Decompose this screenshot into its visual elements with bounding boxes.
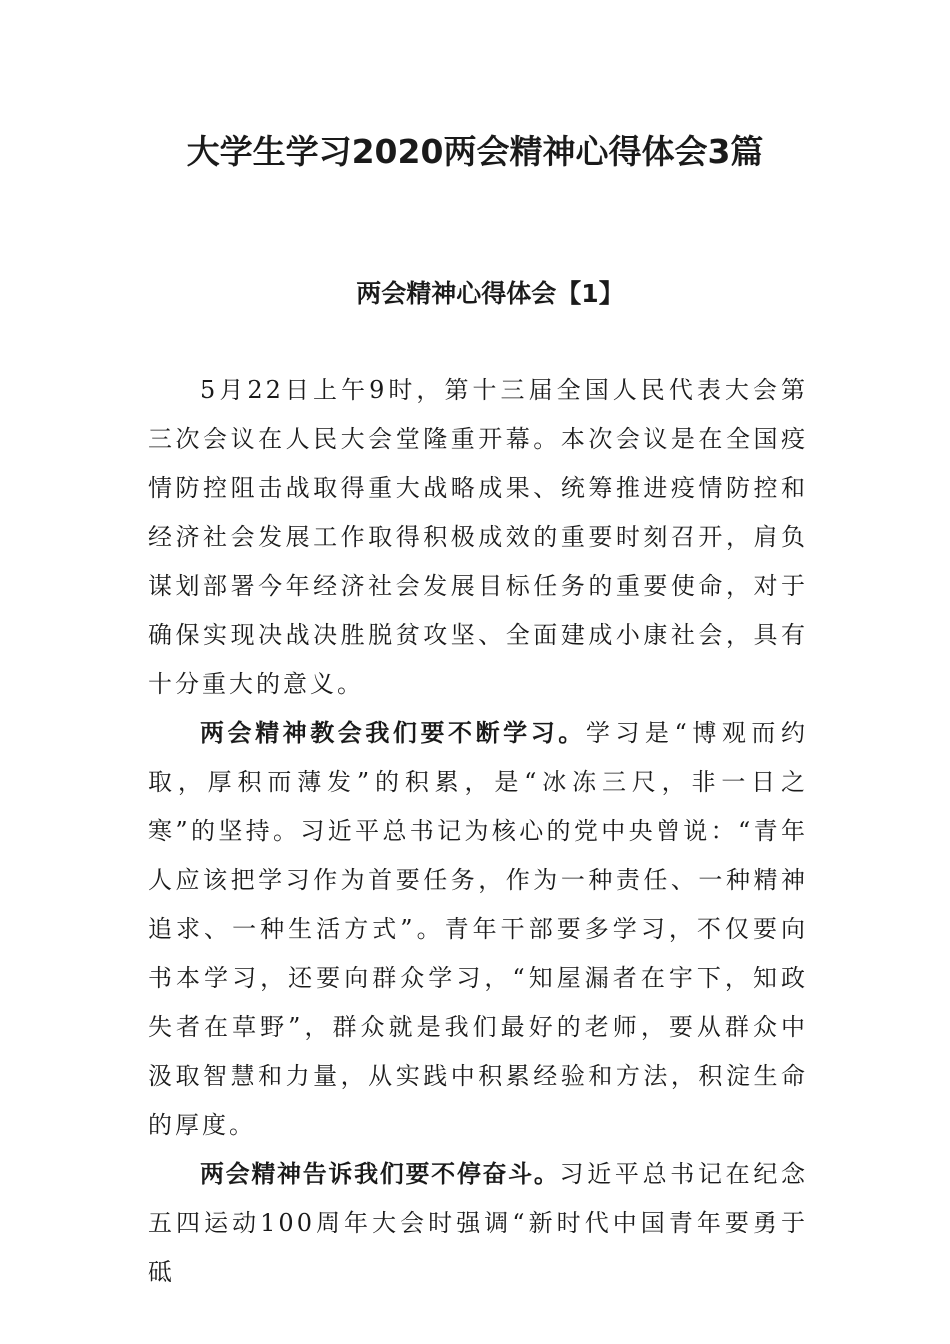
paragraph-text: 学习是“博观而约取，厚积而薄发”的积累，是“冰冻三尺，非一日之寒”的坚持。习近平总书记为核心的党中央曾说：“青年人应该把学习作为首要任务，作为一种责任、一种精神追求、一种生活方式”。青年干部要多学习，不仅要向书本学习，还要向群众学习，“知屋漏者在宇下，知政失者在草野”，群众就是我们最好的老师，要从群众中汲取智慧和力量，从实践中积累经验和方法，积淀生命的厚度。 [148,719,808,1139]
paragraph-3 [148,1150,808,1297]
paragraph-lead: 两会精神教会我们要不断学习。 [200,719,586,747]
document-body [148,366,808,1297]
paragraph-1 [148,366,808,709]
paragraph-text: 习近平总书记在纪念五四运动100周年大会时强调“新时代中国青年要勇于砥 [148,1160,809,1286]
paragraph-text: 5月22日上午9时，第十三届全国人民代表大会第三次会议在人民大会堂隆重开幕。本次会议是在全国疫情防控阻击战取得重大战略成果、统筹推进疫情防控和经济社会发展工作取得积极成效的重要时刻召开，肩负谋划部署今年经济社会发展目标任务的重要使命，对于确保实现决战决胜脱贫攻坚、全面建成小康社会，具有十分重大的意义。 [148,376,808,698]
paragraph-2 [148,709,808,1150]
document-title: 大学生学习2020两会精神心得体会3篇 [186,132,764,171]
paragraph-lead: 两会精神告诉我们要不停奋斗。 [200,1160,560,1188]
section-title: 两会精神心得体会【1】 [356,279,624,308]
